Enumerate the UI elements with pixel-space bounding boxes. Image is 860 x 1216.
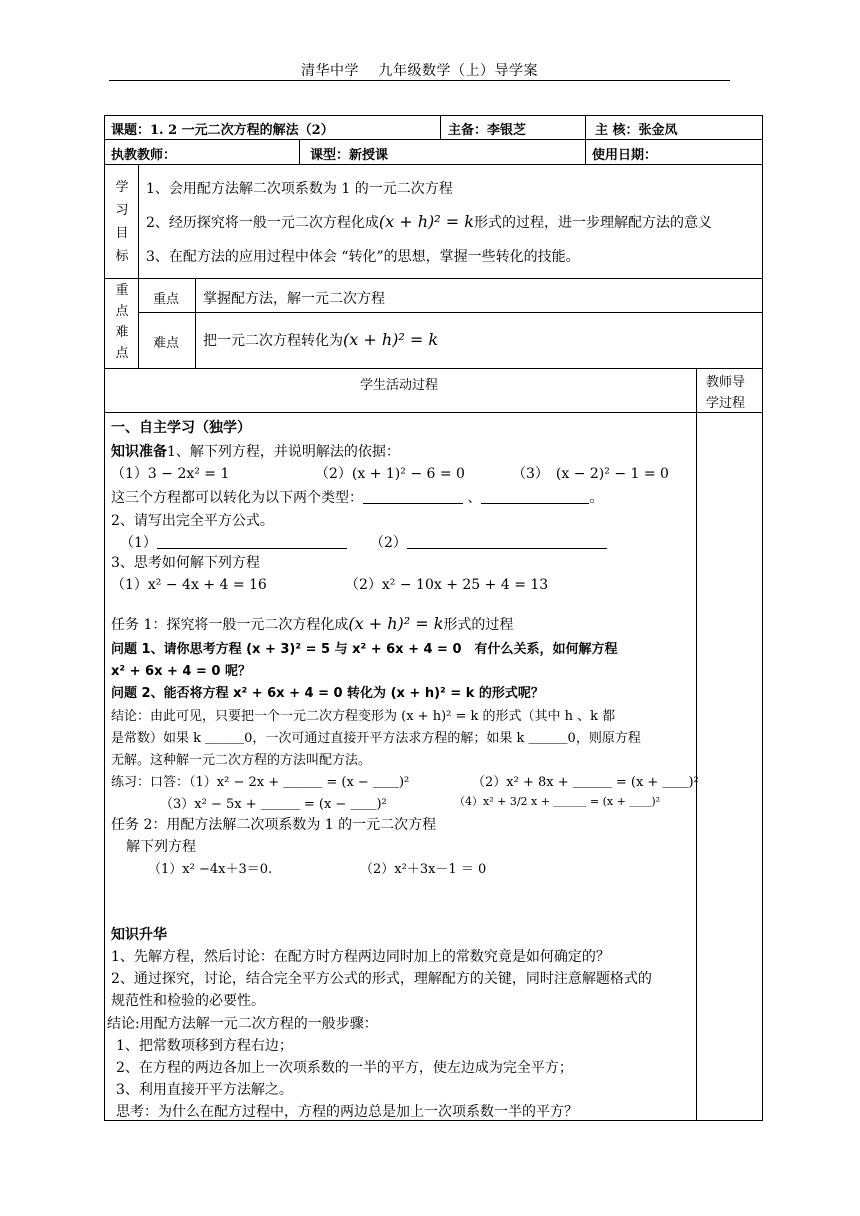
lesson-type-label: 课型：新授课 [310, 148, 389, 163]
col-divider [440, 115, 441, 139]
page-header: 清华中学 九年级数学（上）导学案 [301, 63, 538, 79]
author-label: 主备：李银芝 [448, 123, 527, 138]
practice-1: 练习：口答：（1）x² − 2x + ＿＿＿ = (x − ＿＿)² [111, 775, 410, 790]
problem-1-cont: x² + 6x + 4 = 0 呢？ [111, 664, 251, 679]
question-2: 2、请写出完全平方公式。 [111, 513, 274, 529]
text-line: 3、利用直接开平方法解之。 [116, 1082, 293, 1098]
text-line: 1、先解方程，然后讨论：在配方时方程两边同时加上的常数究竟是如何确定的？ [111, 949, 610, 965]
focus-label: 重 点 难 点 [115, 283, 129, 361]
difficulty-label: 难点 [153, 336, 180, 351]
task-2: 任务 2：用配方法解二次项系数为 1 的一元二次方程 [111, 817, 437, 833]
text-line: 2、在方程的两边各加上一次项系数的一半的平方，使左边成为完全平方； [116, 1060, 573, 1076]
goal-3: 3、在配方法的应用过程中体会 “转化”的思想，掌握一些转化的技能。 [146, 249, 580, 265]
col-divider [696, 368, 697, 1121]
equation-3: （3） (x − 2)² − 1 = 0 [512, 466, 669, 482]
row-divider [104, 164, 763, 165]
student-activity-heading: 学生活动过程 [360, 378, 439, 393]
equation-q3-b: （2）x² − 10x + 25 + 4 = 13 [345, 577, 549, 593]
text-line: 规范性和检验的必要性。 [111, 993, 265, 1009]
formula: (x + h)² = k [348, 614, 444, 633]
problem-2: 问题 2、能否将方程 x² + 6x + 4 = 0 转化为 (x + h)² = k 的形式呢？ [111, 686, 544, 701]
task-1: 任务 1：探究将一般一元二次方程化成(x + h)² = k形式的过程 [111, 614, 514, 633]
goal-2: 2、经历探究将一般一元二次方程化成(x + h)² = k形式的过程，进一步理解配方法的意义 [146, 212, 712, 231]
teacher-guidance-heading: 教师导学过程 [706, 375, 746, 411]
text-line: 思考：为什么在配方过程中，方程的两边总是加上一次项系数一半的平方？ [116, 1104, 578, 1120]
equation-2: （2）(x + 1)² − 6 = 0 [315, 466, 465, 482]
key-point-label: 重点 [153, 292, 180, 307]
formula-blank-1: （1） [120, 532, 347, 552]
types-line: 这三个方程都可以转化为以下两个类型： 、 。 [111, 490, 604, 506]
col-divider [585, 115, 586, 164]
row-divider [138, 312, 763, 313]
date-label: 使用日期： [592, 148, 658, 163]
section-title: 知识升华 [111, 927, 167, 943]
practice-4: （4）x² + 3/2 x + ＿＿＿ = (x + ＿＿)² [454, 795, 661, 808]
practice-2: （2）x² + 8x + ＿＿＿ = (x + ＿＿)² [472, 775, 699, 790]
text-line: 1、把常数项移到方程右边； [116, 1038, 293, 1054]
text-line: 结论:用配方法解一元二次方程的一般步骤： [107, 1016, 378, 1032]
task-2-sub: 解下列方程 [126, 839, 196, 855]
task-2-eq-2: （2）x²＋3x－1 ＝ 0 [360, 862, 487, 877]
teacher-label: 执教教师： [111, 148, 177, 163]
row-divider [104, 412, 763, 413]
formula-blank-2: （2） [370, 532, 607, 552]
col-divider [138, 164, 139, 368]
practice-3: （3）x² − 5x + ＿＿＿ = (x − ＿＿)² [160, 797, 387, 812]
col-divider [195, 278, 196, 368]
formula: (x + h)² = k [378, 212, 474, 231]
task-2-eq-1: （1）x² −4x＋3＝0. [148, 862, 273, 877]
row-divider [104, 368, 763, 369]
question-3: 3、思考如何解下列方程 [111, 555, 260, 571]
section-title: 一、自主学习（独学） [111, 420, 251, 436]
equation-q3-a: （1）x² − 4x + 4 = 16 [111, 577, 267, 593]
key-point-text: 掌握配方法，解一元二次方程 [203, 291, 385, 307]
reviewer-label: 主 核：张金凤 [595, 123, 678, 138]
col-divider [299, 139, 300, 164]
prep-line: 知识准备1、解下列方程，并说明解法的依据： [111, 444, 400, 460]
conclusion-3: 无解。这种解一元二次方程的方法叫配方法。 [111, 753, 372, 768]
row-divider [104, 278, 763, 279]
difficulty-text: 把一元二次方程转化为(x + h)² = k [203, 330, 439, 349]
goal-1: 1、会用配方法解二次项系数为 1 的一元二次方程 [146, 181, 453, 197]
text-line: 2、通过探究，讨论，结合完全平方公式的形式，理解配方的关键，同时注意解题格式的 [111, 971, 652, 987]
topic-label: 课题：1. 2 一元二次方程的解法（2） [111, 123, 334, 138]
conclusion-2: 是常数）如果 k ＿＿＿0，一次可通过直接开平方法求方程的解；如果 k ＿＿＿0，则原方程 [111, 731, 641, 746]
header-rule [109, 80, 730, 81]
row-divider [104, 139, 763, 140]
equation-1: （1）3 − 2x² = 1 [111, 466, 230, 482]
formula: (x + h)² = k [343, 330, 439, 349]
conclusion-1: 结论：由此可见，只要把一个一元二次方程变形为 (x + h)² = k 的形式（其中 h 、k 都 [111, 709, 616, 724]
goals-label: 学 习 目 标 [115, 180, 129, 264]
problem-1: 问题 1、请你思考方程 (x + 3)² = 5 与 x² + 6x + 4 = 0 有什么关系，如何解方程 [111, 642, 618, 657]
